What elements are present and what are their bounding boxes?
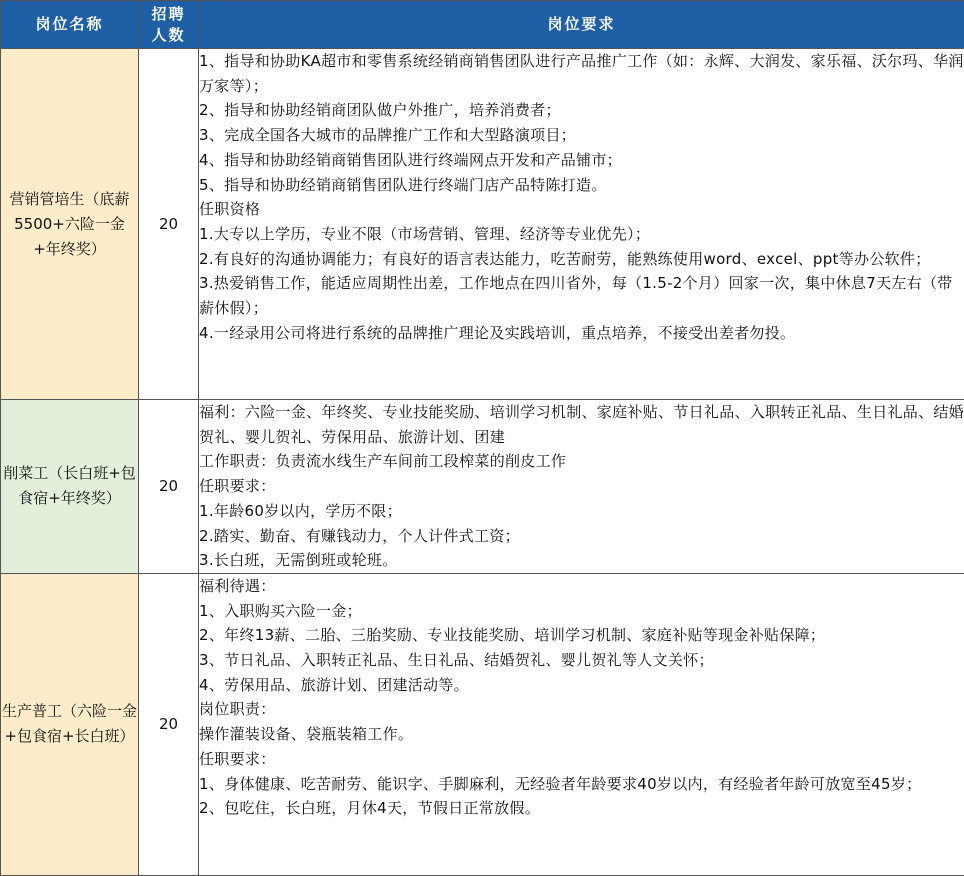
requirement-line: 操作灌装设备、袋瓶装箱工作。 [199, 725, 414, 744]
requirement-line: 任职要求： [199, 749, 276, 768]
header-requirements: 岗位要求 [199, 1, 964, 49]
requirement-line: 2、指导和协助经销商团队做户外推广，培养消费者； [199, 101, 561, 120]
requirement-line: 1.年龄60岁以内，学历不限； [199, 501, 402, 520]
requirement-line: 福利：六险一金、年终奖、专业技能奖励、培训学习机制、家庭补贴、节日礼品、入职转正礼品、生日礼品、结婚贺礼、婴儿贺礼、劳保用品、旅游计划、团建 [199, 403, 964, 446]
requirement-line: 3.长白班，无需倒班或轮班。 [199, 551, 398, 570]
requirement-line: 3、节日礼品、入职转正礼品、生日礼品、结婚贺礼、婴儿贺礼等人文关怀； [199, 651, 714, 670]
headcount-cell: 20 [139, 49, 199, 400]
requirement-line: 福利待遇： [199, 576, 276, 595]
table-row [1, 400, 964, 574]
requirement-line: 5、指导和协助经销商销售团队进行终端门店产品特陈打造。 [199, 175, 607, 194]
header-row [1, 1, 964, 49]
requirement-line: 2.踏实、勤奋、有赚钱动力，个人计件式工资； [199, 526, 520, 545]
job-title-cell: 生产普工（六险一金+包食宿+长白班） [1, 573, 139, 875]
requirement-line: 2、年终13薪、二胎、三胎奖励、专业技能奖励、培训学习机制、家庭补贴等现金补贴保障； [199, 626, 826, 645]
headcount-cell: 20 [139, 400, 199, 574]
requirement-line: 4.一经录用公司将进行系统的品牌推广理论及实践培训，重点培养，不接受出差者勿投。 [199, 323, 796, 342]
headcount-cell: 20 [139, 573, 199, 875]
requirements-cell [199, 573, 964, 875]
requirements-cell [199, 49, 964, 400]
requirement-line: 1、指导和协助KA超市和零售系统经销商销售团队进行产品推广工作（如：永辉、大润发、家乐福、沃尔玛、华润万家等）； [199, 52, 964, 95]
requirement-line: 工作职责：负责流水线生产车间前工段榨菜的削皮工作 [199, 452, 567, 471]
job-title-cell: 营销管培生（底薪5500+六险一金+年终奖） [1, 49, 139, 400]
requirement-line: 4、指导和协助经销商销售团队进行终端网点开发和产品铺市； [199, 150, 622, 169]
job-title-cell: 削菜工（长白班+包食宿+年终奖） [1, 400, 139, 574]
requirement-line: 3.热爱销售工作，能适应周期性出差，工作地点在四川省外，每（1.5-2个月）回家一次，集中休息7天左右（带薪休假）； [199, 274, 953, 318]
requirement-line: 1、身体健康、吃苦耐劳、能识字、手脚麻利，无经验者年龄要求40岁以内，有经验者年龄可放宽至45岁； [199, 774, 922, 793]
requirement-line: 1.大专以上学历，专业不限（市场营销、管理、经济等专业优先）； [199, 224, 651, 243]
requirement-line: 任职要求： [199, 477, 276, 496]
requirements-cell [199, 400, 964, 574]
header-job-title: 岗位名称 [1, 1, 139, 49]
requirement-line: 3、完成全国各大城市的品牌推广工作和大型路演项目； [199, 126, 577, 145]
requirement-line: 2.有良好的沟通协调能力；有良好的语言表达能力，吃苦耐劳，能熟练使用word、excel、ppt等办公软件； [199, 249, 931, 268]
table-row [1, 49, 964, 400]
requirement-line: 任职资格 [199, 200, 261, 219]
requirement-line: 2、包吃住，长白班，月休4天，节假日正常放假。 [199, 799, 540, 818]
requirement-line: 4、劳保用品、旅游计划、团建活动等。 [199, 675, 469, 694]
requirement-line: 1、入职购买六险一金； [199, 601, 362, 620]
table-row [1, 573, 964, 875]
requirement-line: 岗位职责： [199, 700, 276, 719]
header-headcount: 招聘 人数 [139, 1, 199, 49]
